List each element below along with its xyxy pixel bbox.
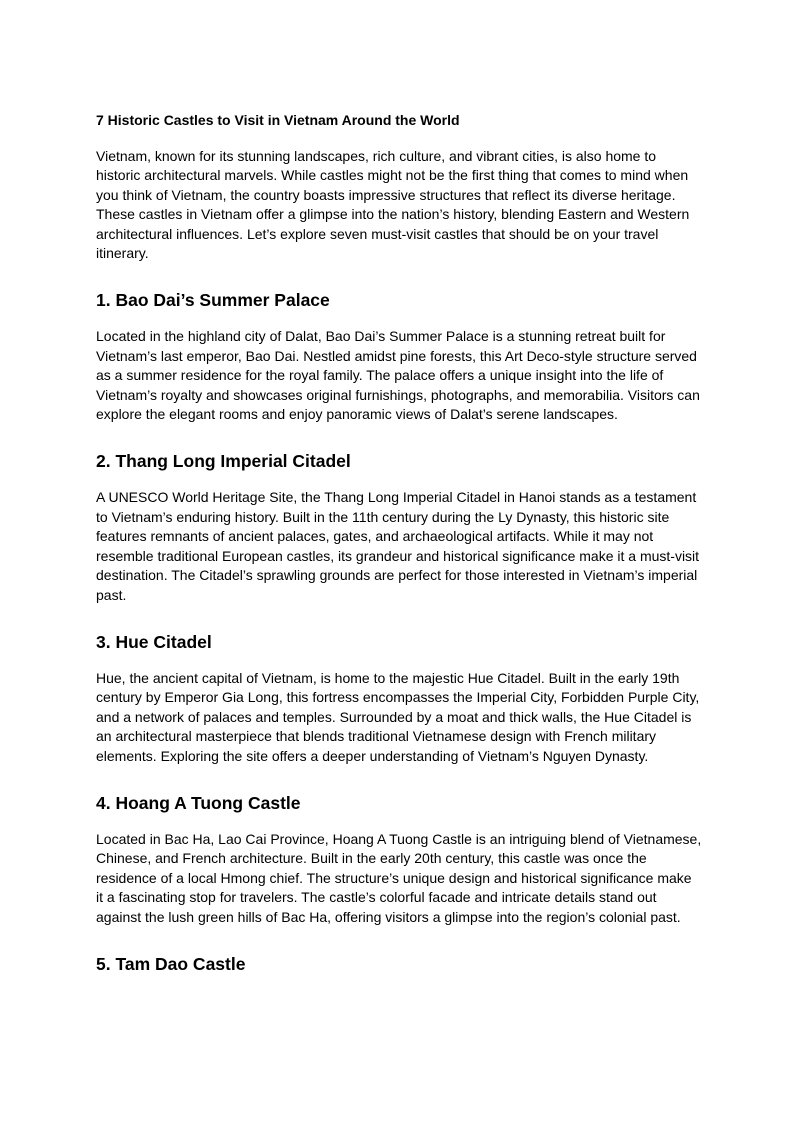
spacer (96, 263, 702, 288)
intro-paragraph: Vietnam, known for its stunning landscapes, rich culture, and vibrant cities, is also home to historic architectural marvels. While castles might not be the first thing that comes to mind when you think of Vietnam, the country boasts impressive structures that reflect its diverse heritage. These castles in Vietnam offer a glimpse into the nation’s history, blending Eastern and Western architectural influences. Let’s explore seven must-visit castles that should be on your travel itinerary. (96, 148, 690, 262)
section-heading-tam-dao: 5. Tam Dao Castle (96, 953, 246, 974)
spacer (96, 605, 702, 630)
section-heading-thang-long: 2. Thang Long Imperial Citadel (96, 451, 351, 472)
section-body-thang-long: A UNESCO World Heritage Site, the Thang Long Imperial Citadel in Hanoi stands as a testament to Vietnam’s enduring history. Built in the 11th century during the Ly Dynasty, this historic site features remnants of ancient palaces, gates, and archaeological artifacts. While it may not resemble traditional European castles, its grandeur and historical significance make it a must-visit destination. The Citadel’s sprawling grounds are perfect for those interested in Vietnam’s imperial past. (96, 489, 700, 603)
spacer (96, 424, 702, 449)
spacer (96, 927, 702, 952)
document-page (96, 110, 702, 991)
section-body-hoang-a-tuong: Located in Bac Ha, Lao Cai Province, Hoang A Tuong Castle is an intriguing blend of Vietnamese, Chinese, and French architecture. Built in the early 20th century, this castle was once the residence of a local Hmong chief. The structure’s unique design and historical significance make it a fascinating stop for travelers. The castle’s colorful facade and intricate details stand out against the lush green hills of Bac Ha, offering visitors a glimpse into the region’s colonial past. (96, 830, 702, 925)
document-title: 7 Historic Castles to Visit in Vietnam Around the World (96, 112, 460, 128)
section-heading-hue: 3. Hue Citadel (96, 631, 212, 652)
section-body-bao-dai: Located in the highland city of Dalat, Bao Dai’s Summer Palace is a stunning retreat built for Vietnam’s last emperor, Bao Dai. Nestled amidst pine forests, this Art Deco-style structure served as a summer residence for the royal family. The palace offers a unique insight into the life of Vietnam’s royalty and showcases original furnishings, photographs, and memorabilia. Visitors can explore the elegant rooms and enjoy panoramic views of Dalat’s serene landscapes. (96, 328, 700, 423)
section-heading-hoang-a-tuong: 4. Hoang A Tuong Castle (96, 792, 301, 813)
section-heading-bao-dai: 1. Bao Dai’s Summer Palace (96, 290, 330, 311)
spacer (96, 766, 702, 791)
section-body-hue: Hue, the ancient capital of Vietnam, is home to the majestic Hue Citadel. Built in the early 19th century by Emperor Gia Long, this fortress encompasses the Imperial City, Forbidden Purple City, and a network of palaces and temples. Surrounded by a moat and thick walls, the Hue Citadel is an architectural masterpiece that blends traditional Vietnamese design with French military elements. Exploring the site offers a deeper understanding of Vietnam’s Nguyen Dynasty. (96, 669, 700, 764)
